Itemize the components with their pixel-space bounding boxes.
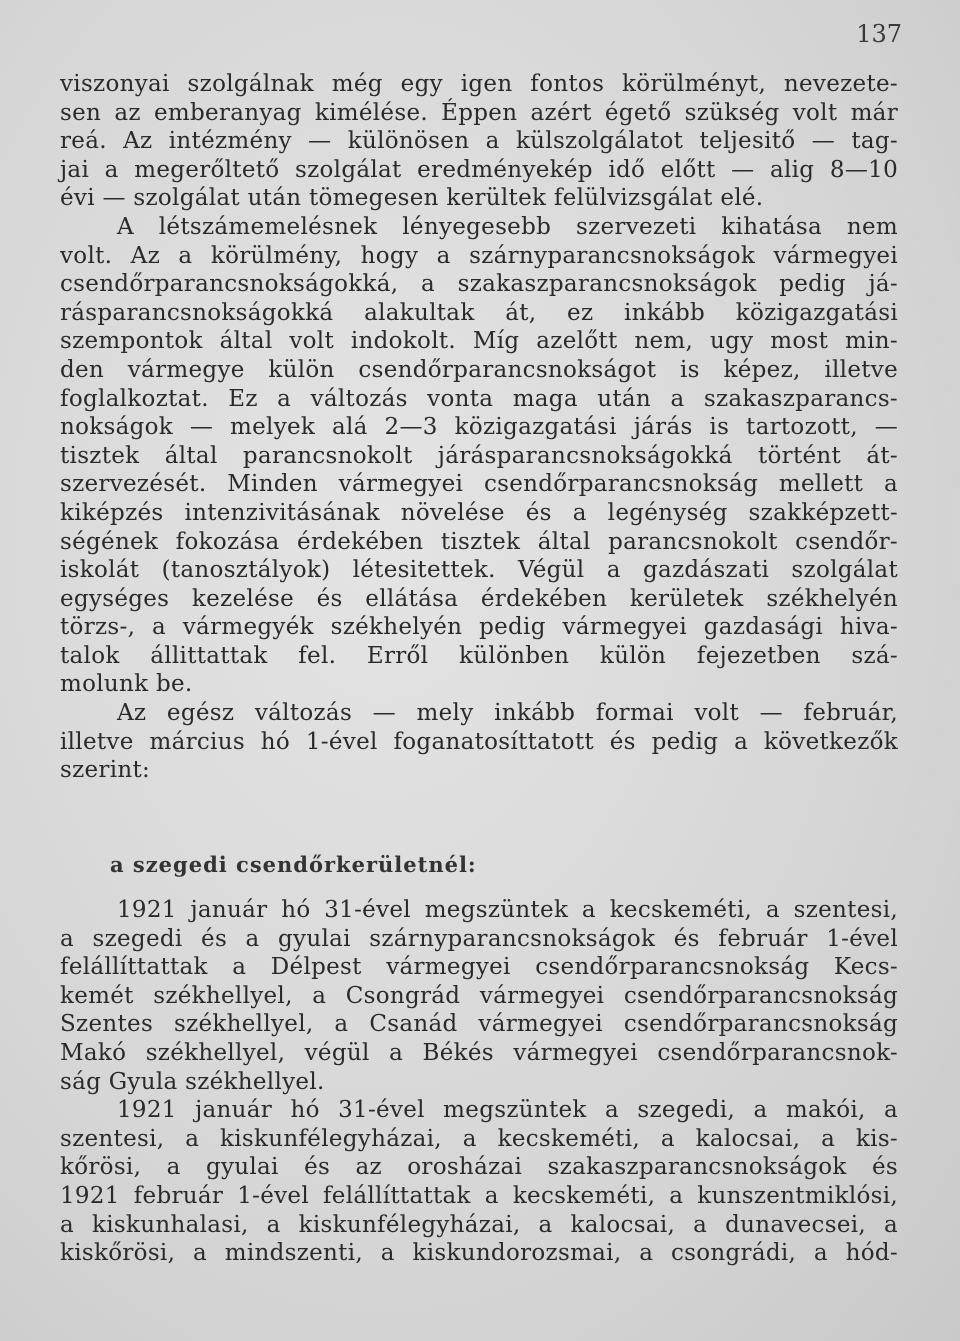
text-line: csendőrparancsnokságokká, a szakaszparancsnokságok pedig já- [60, 271, 898, 298]
text-line: jai a megerőltető szolgálat eredményekép idő előtt — alig 8—10 [60, 156, 898, 183]
text-line: iskolát (tanosztályok) létesitettek. Végül a gazdászati szolgálat [60, 557, 898, 584]
text-line: reá. Az intézmény — különösen a külszolgálatot teljesitő — tag- [60, 128, 898, 155]
text-line: illetve március hó 1-ével foganatosíttatott és pedig a következők [60, 728, 898, 755]
text-line: A létszámemelésnek lényegesebb szervezeti kihatása nem [117, 213, 898, 240]
text-line: Szentes székhellyel, a Csanád vármegyei csendőrparancsnokság [60, 1011, 898, 1038]
text-line: sen az emberanyag kimélése. Éppen azért égető szükség volt már [60, 99, 898, 126]
text-line: szervezését. Minden vármegyei csendőrparancsnokság mellett a [60, 471, 898, 498]
text-line: 1921 február 1-ével felállíttattak a kecskeméti, a kunszentmiklósi, [60, 1182, 898, 1209]
body-text-block-1 [60, 70, 898, 785]
text-line: 1921 január hó 31-ével megszüntek a szegedi, a makói, a [117, 1097, 898, 1124]
text-line: Makó székhellyel, végül a Békés vármegyei csendőrparancsnok- [60, 1039, 898, 1066]
text-line: talok állittattak fel. Erről különben külön fejezetben szá- [60, 642, 898, 669]
text-line: kemét székhellyel, a Csongrád vármegyei csendőrparancsnokság [60, 982, 898, 1009]
text-line: a kiskunhalasi, a kiskunfélegyházai, a kalocsai, a dunavecsei, a [60, 1211, 898, 1238]
text-line: ság Gyula székhellyel. [60, 1068, 325, 1095]
text-line: nokságok — melyek alá 2—3 közigazgatási járás is tartozott, — [60, 414, 898, 441]
text-line: Az egész változás — mely inkább formai volt — február, [117, 700, 898, 727]
text-line: tisztek által parancsnokolt járásparancsnokságokká történt át- [60, 442, 898, 469]
body-text-block-2 [60, 896, 898, 1268]
text-line: kiskőrösi, a mindszenti, a kiskundorozsmai, a csongrádi, a hód- [60, 1240, 898, 1267]
text-line: szentesi, a kiskunfélegyházai, a kecskeméti, a kalocsai, a kis- [60, 1125, 898, 1152]
text-line: törzs-, a vármegyék székhelyén pedig vármegyei gazdasági hiva- [60, 614, 898, 641]
text-line: a szegedi és a gyulai szárnyparancsnokságok és február 1-ével [60, 925, 898, 952]
text-line: ségének fokozása érdekében tisztek által parancsnokolt csendőr- [60, 528, 898, 555]
section-heading: a szegedi csendőrkerületnél: [110, 852, 477, 877]
text-line: szerint: [60, 757, 151, 784]
text-line: évi — szolgálat után tömegesen kerültek felülvizsgálat elé. [60, 185, 764, 212]
text-line: den vármegye külön csendőrparancsnokságot is képez, illetve [60, 356, 898, 383]
text-line: foglalkoztat. Ez a változás vonta maga után a szakaszparancs- [60, 385, 898, 412]
text-line: 1921 január hó 31-ével megszüntek a kecskeméti, a szentesi, [117, 897, 898, 923]
text-line: volt. Az a körülmény, hogy a szárnyparancsnokságok vármegyei [60, 242, 898, 269]
text-line: kiképzés intenzivitásának növelése és a legénység szakképzett- [60, 499, 898, 526]
text-line: molunk be. [60, 671, 193, 698]
text-line: kőrösi, a gyulai és az orosházai szakaszparancsnokságok és [60, 1154, 898, 1181]
text-line: szempontok által volt indokolt. Míg azelőtt nem, ugy most min- [60, 328, 898, 355]
text-line: viszonyai szolgálnak még egy igen fontos körülményt, nevezete- [60, 71, 898, 97]
page-number: 137 [856, 20, 902, 48]
text-line: egységes kezelése és ellátása érdekében kerületek székhelyén [60, 585, 898, 612]
text-line: felállíttattak a Délpest vármegyei csendőrparancsnokság Kecs- [60, 954, 898, 981]
text-line: rásparancsnokságokká alakultak át, ez inkább közigazgatási [60, 299, 898, 326]
